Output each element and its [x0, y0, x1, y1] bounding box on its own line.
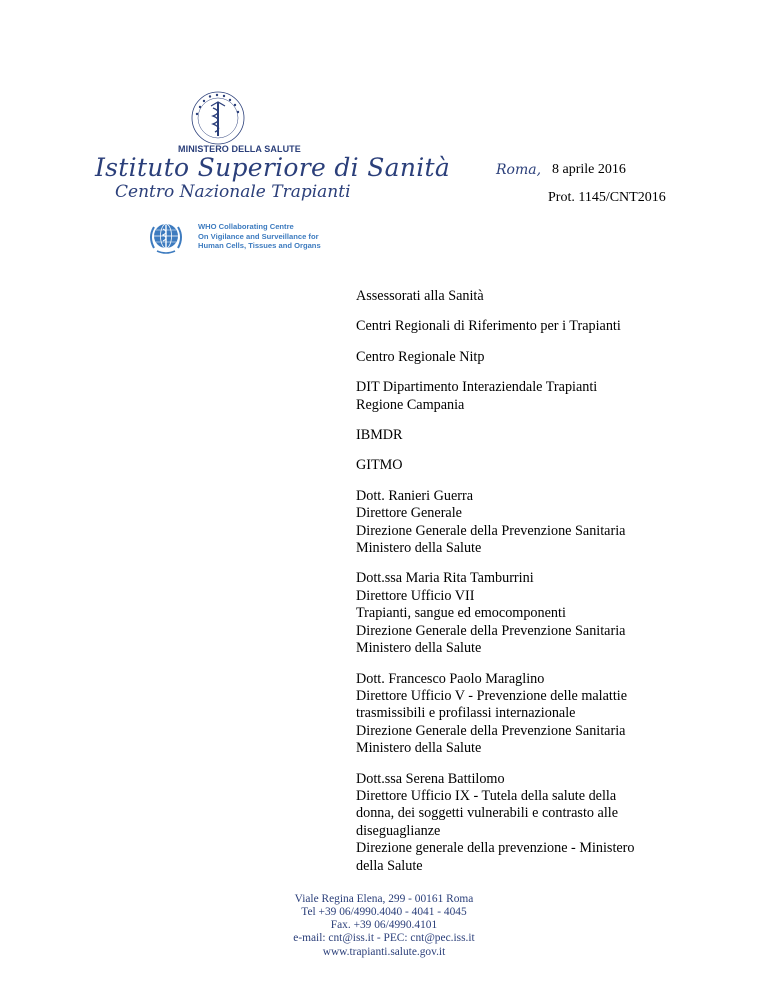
recipient-line: Direzione generale della prevenzione - Ministero: [356, 840, 635, 857]
recipient-line: Dott. Francesco Paolo Maraglino: [356, 670, 545, 687]
protocol-number: Prot. 1145/CNT2016: [548, 190, 666, 205]
recipient-block: [356, 457, 686, 474]
recipient-block: [356, 671, 686, 758]
recipient-line: Direttore Ufficio V - Prevenzione delle malattie: [356, 687, 628, 704]
recipient-block: [356, 349, 686, 366]
recipient-block: [356, 570, 686, 657]
recipient-line: Direzione Generale della Prevenzione Sanitaria: [356, 722, 626, 739]
recipient-line: Dott.ssa Maria Rita Tamburrini: [356, 570, 534, 587]
recipient-line: della Salute: [356, 857, 423, 874]
letter-date: 8 aprile 2016: [552, 162, 626, 177]
institute-name: Istituto Superiore di Sanità: [95, 153, 451, 182]
footer-address: [0, 893, 768, 945]
letterhead: [0, 0, 768, 270]
footer-line: Fax. +39 06/4990.4101: [330, 919, 438, 931]
city-label: Roma,: [496, 162, 542, 178]
recipient-line: Dott.ssa Serena Battilomo: [356, 770, 505, 787]
who-line: Human Cells, Tissues and Organs: [198, 241, 321, 251]
recipient-line: Direzione Generale della Prevenzione Sanitaria: [356, 622, 626, 639]
footer-line: e-mail: cnt@iss.it - PEC: cnt@pec.iss.it: [293, 932, 475, 944]
recipient-list: [356, 288, 686, 888]
footer-line: Viale Regina Elena, 299 - 00161 Roma: [294, 893, 474, 905]
recipient-line: Ministero della Salute: [356, 740, 482, 757]
recipient-line: Dott. Ranieri Guerra: [356, 487, 474, 504]
who-logo-icon: [145, 217, 187, 257]
recipient-line: Ministero della Salute: [356, 640, 482, 657]
recipient-line: Direttore Generale: [356, 505, 462, 522]
ministry-name: MINISTERO DELLA SALUTE: [178, 144, 301, 154]
recipient-line: diseguaglianze: [356, 822, 441, 839]
footer-website: www.trapianti.salute.gov.it: [322, 946, 446, 958]
recipient-block: [356, 318, 686, 335]
recipient-line: Centro Regionale Nitp: [356, 348, 485, 365]
recipient-line: Centri Regionali di Riferimento per i Trapianti: [356, 318, 621, 335]
recipient-line: Ministero della Salute: [356, 540, 482, 557]
recipient-line: DIT Dipartimento Interaziendale Trapianti: [356, 379, 598, 396]
recipient-block: [356, 379, 686, 414]
recipient-line: Trapianti, sangue ed emocomponenti: [356, 605, 566, 622]
recipient-block: [356, 288, 686, 305]
footer-line: Tel +39 06/4990.4040 - 4041 - 4045: [301, 906, 467, 918]
recipient-line: Direttore Ufficio VII: [356, 587, 475, 604]
who-centre-text: [198, 222, 321, 251]
recipient-line: Regione Campania: [356, 396, 465, 413]
centre-name: Centro Nazionale Trapianti: [115, 182, 351, 202]
recipient-line: Direttore Ufficio IX - Tutela della salute della: [356, 787, 617, 804]
who-line: On Vigilance and Surveillance for: [198, 231, 319, 241]
who-line: WHO Collaborating Centre: [198, 222, 294, 231]
recipient-block: [356, 427, 686, 444]
recipient-line: donna, dei soggetti vulnerabili e contrasto alle: [356, 805, 618, 822]
recipient-block: [356, 771, 686, 875]
recipient-line: Assessorati alla Sanità: [356, 288, 484, 304]
recipient-line: Direzione Generale della Prevenzione Sanitaria: [356, 522, 626, 539]
iss-emblem-icon: [183, 88, 253, 148]
recipient-line: IBMDR: [356, 427, 403, 444]
recipient-line: GITMO: [356, 457, 403, 474]
recipient-line: trasmissibili e profilassi internazionale: [356, 705, 576, 722]
recipient-block: [356, 488, 686, 558]
